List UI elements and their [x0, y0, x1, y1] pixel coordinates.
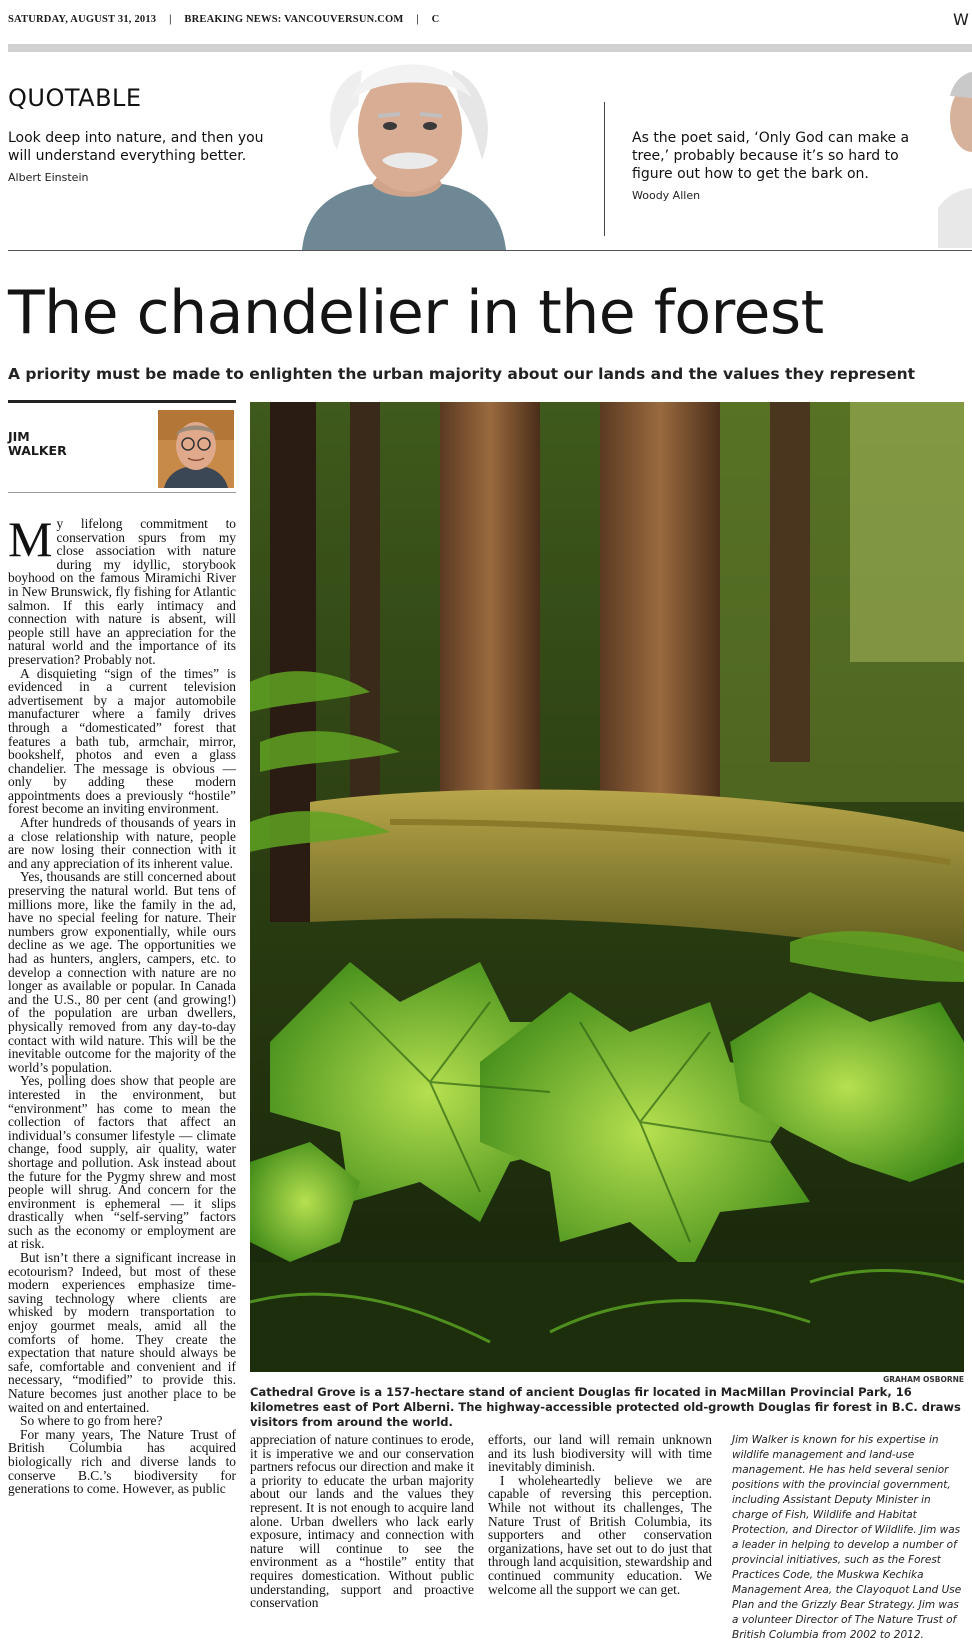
author-byline: JIM WALKER — [8, 429, 67, 458]
paragraph: Yes, thousands are still concerned about preserving the natural world. But tens of millions more, like the family in the ad, have no special feeling for nature. Their numbers grow exponentially, while ours decline as we age. The opportunities we had as hunters, anglers, campers, etc. to develop a connection with nature are no longer as available or popular. In Canada and the U.S., 80 per cent (and growing!) of the population are urban dwellers, physically removed from any day-to-day contact with wild nature. This will be the inevitable outcome for the majority of the world’s population. — [8, 869, 236, 1075]
paragraph: I wholeheartedly believe we are capable of reversing this perception. While not without its challenges, The Nature Trust of British Columbia, its supporters and other conservation organizations, have set out to do just that through land acquisition, stewardship and continued community education. We welcome all the support we can get. — [488, 1472, 712, 1597]
masthead — [8, 14, 972, 34]
article-headline: The chandelier in the forest — [8, 278, 824, 348]
section-divider — [8, 250, 972, 251]
forest-photo — [250, 402, 964, 1372]
quote-author-einstein: Albert Einstein — [8, 171, 89, 184]
masthead-separator: | — [169, 14, 172, 25]
article-body-column-1 — [8, 517, 236, 1641]
paragraph: But isn’t there a significant increase in ecotourism? Indeed, but most of these modern experiences emphasize time-saving technology where clients are whisked by modern transportation to enjoy gourmet meals, amid all the comforts of home. They create the expectation that nature should always be safe, comfortable and convenient and if necessary, “modified” to provide this. Nature becomes just another place to be waited on and entertained. — [8, 1250, 236, 1415]
paragraph: After hundreds of thousands of years in a close relationship with nature, people are now losing their connection with it and any appreciation of its inherent value. — [8, 815, 236, 871]
author-bio: Jim Walker is known for his expertise in wildlife management and land-use management. He has held several senior positions with the provincial government, including Assistant Deputy Minister in charge of Fish, Wildlife and Habitat Protection, and Director of Wildlife. Jim was a leader in helping to develop a number of provincial initiatives, such as the Forest Practices Code, the Muskwa Kechika Management Area, the Clayoquot Land Use Plan and the Grizzly Bear Strategy. Jim was a volunteer Director of The Nature Trust of British Columbia from 2002 to 2012. — [732, 1434, 962, 1641]
byline-rule — [8, 400, 236, 403]
paragraph: appreciation of nature continues to erode, it is imperative we and our conservation partners refocus our direction and make it a priority to educate the urban majority about our lands and the values they represent. It is not enough to acquire land alone. Urban dwellers who lack early exposure, intimacy and connection with nature will continue to see the environment as a “hostile” entity that requires domestication. Without public understanding, support and proactive conservation — [250, 1433, 474, 1611]
author-headshot — [158, 410, 234, 488]
einstein-portrait — [292, 50, 510, 250]
article-deck: A priority must be made to enlighten the urban majority about our lands and the values they represent — [8, 365, 916, 383]
quote-author-woody-allen: Woody Allen — [632, 189, 701, 202]
photo-credit: GRAHAM OSBORNE — [883, 1375, 964, 1384]
paragraph: efforts, our land will remain unknown and its lush biodiversity will with time inevitably diminish. — [488, 1433, 712, 1475]
photo-caption: Cathedral Grove is a 157-hectare stand of ancient Douglas fir located in MacMillan Provincial Park, 16 kilometres east of Port Alberni. The highway-accessible protected old-growth Douglas fir forest in B.C. draws visitors from around the world. — [250, 1385, 961, 1429]
byline-rule-bottom — [8, 492, 236, 493]
masthead-separator: | — [416, 14, 419, 25]
masthead-breaking-news[interactable]: BREAKING NEWS: VANCOUVERSUN.COM — [184, 14, 404, 25]
paragraph: My lifelong commitment to conservation spurs from my close association with nature during my idyllic, storybook boyhood on the famous Miramichi River in New Brunswick, fly fishing for Atlantic salmon. If this early intimacy and connection with nature is absent, will people still have an appreciation for the natural world and the importance of its preservation? Probably not. — [8, 517, 236, 667]
masthead-date: SATURDAY, AUGUST 31, 2013 — [8, 14, 157, 25]
drop-cap: M — [8, 517, 53, 567]
masthead-section: C — [431, 14, 440, 25]
paragraph: A disquieting “sign of the times” is evidenced in a current television advertisement by a major automobile manufacturer where a family drives through a “domesticated” forest that features a bath tub, armchair, mirror, bookshelf, photos and even a glass chandelier. The message is obvious — only by adding these modern appointments does a previously “hostile” forest become an inviting environment. — [8, 665, 236, 817]
article-body-column-3 — [488, 1433, 712, 1643]
paragraph: For many years, The Nature Trust of British Columbia has acquired biologically rich and diverse lands to conserve B.C.’s biodiversity for generations to come. However, as public — [8, 1426, 236, 1497]
paragraph: Yes, polling does show that people are interested in the environment, but “environment” has come to mean the collection of factors that affect an individual’s consumer lifestyle — climate change, food supply, air quality, water shortage and pollution. Ask instead about the future for the Pygmy shrew and most people will shrug. And concern for the environment is ephemeral — it slips drastically when “self-serving” factors such as the economy or employment are at risk. — [8, 1073, 236, 1252]
quotable-title: QUOTABLE — [8, 84, 142, 112]
quote-divider — [604, 102, 605, 236]
paragraph: So where to go from here? — [20, 1413, 163, 1429]
woody-allen-portrait — [938, 58, 972, 248]
masthead-right-letter: W — [953, 10, 969, 29]
quote-woody-allen: As the poet said, ‘Only God can make a tree,’ probably because it’s so hard to figure out how to get the bark on. — [632, 130, 910, 182]
quote-einstein: Look deep into nature, and then you will understand everything better. — [8, 130, 264, 164]
article-body-column-2 — [250, 1433, 474, 1643]
